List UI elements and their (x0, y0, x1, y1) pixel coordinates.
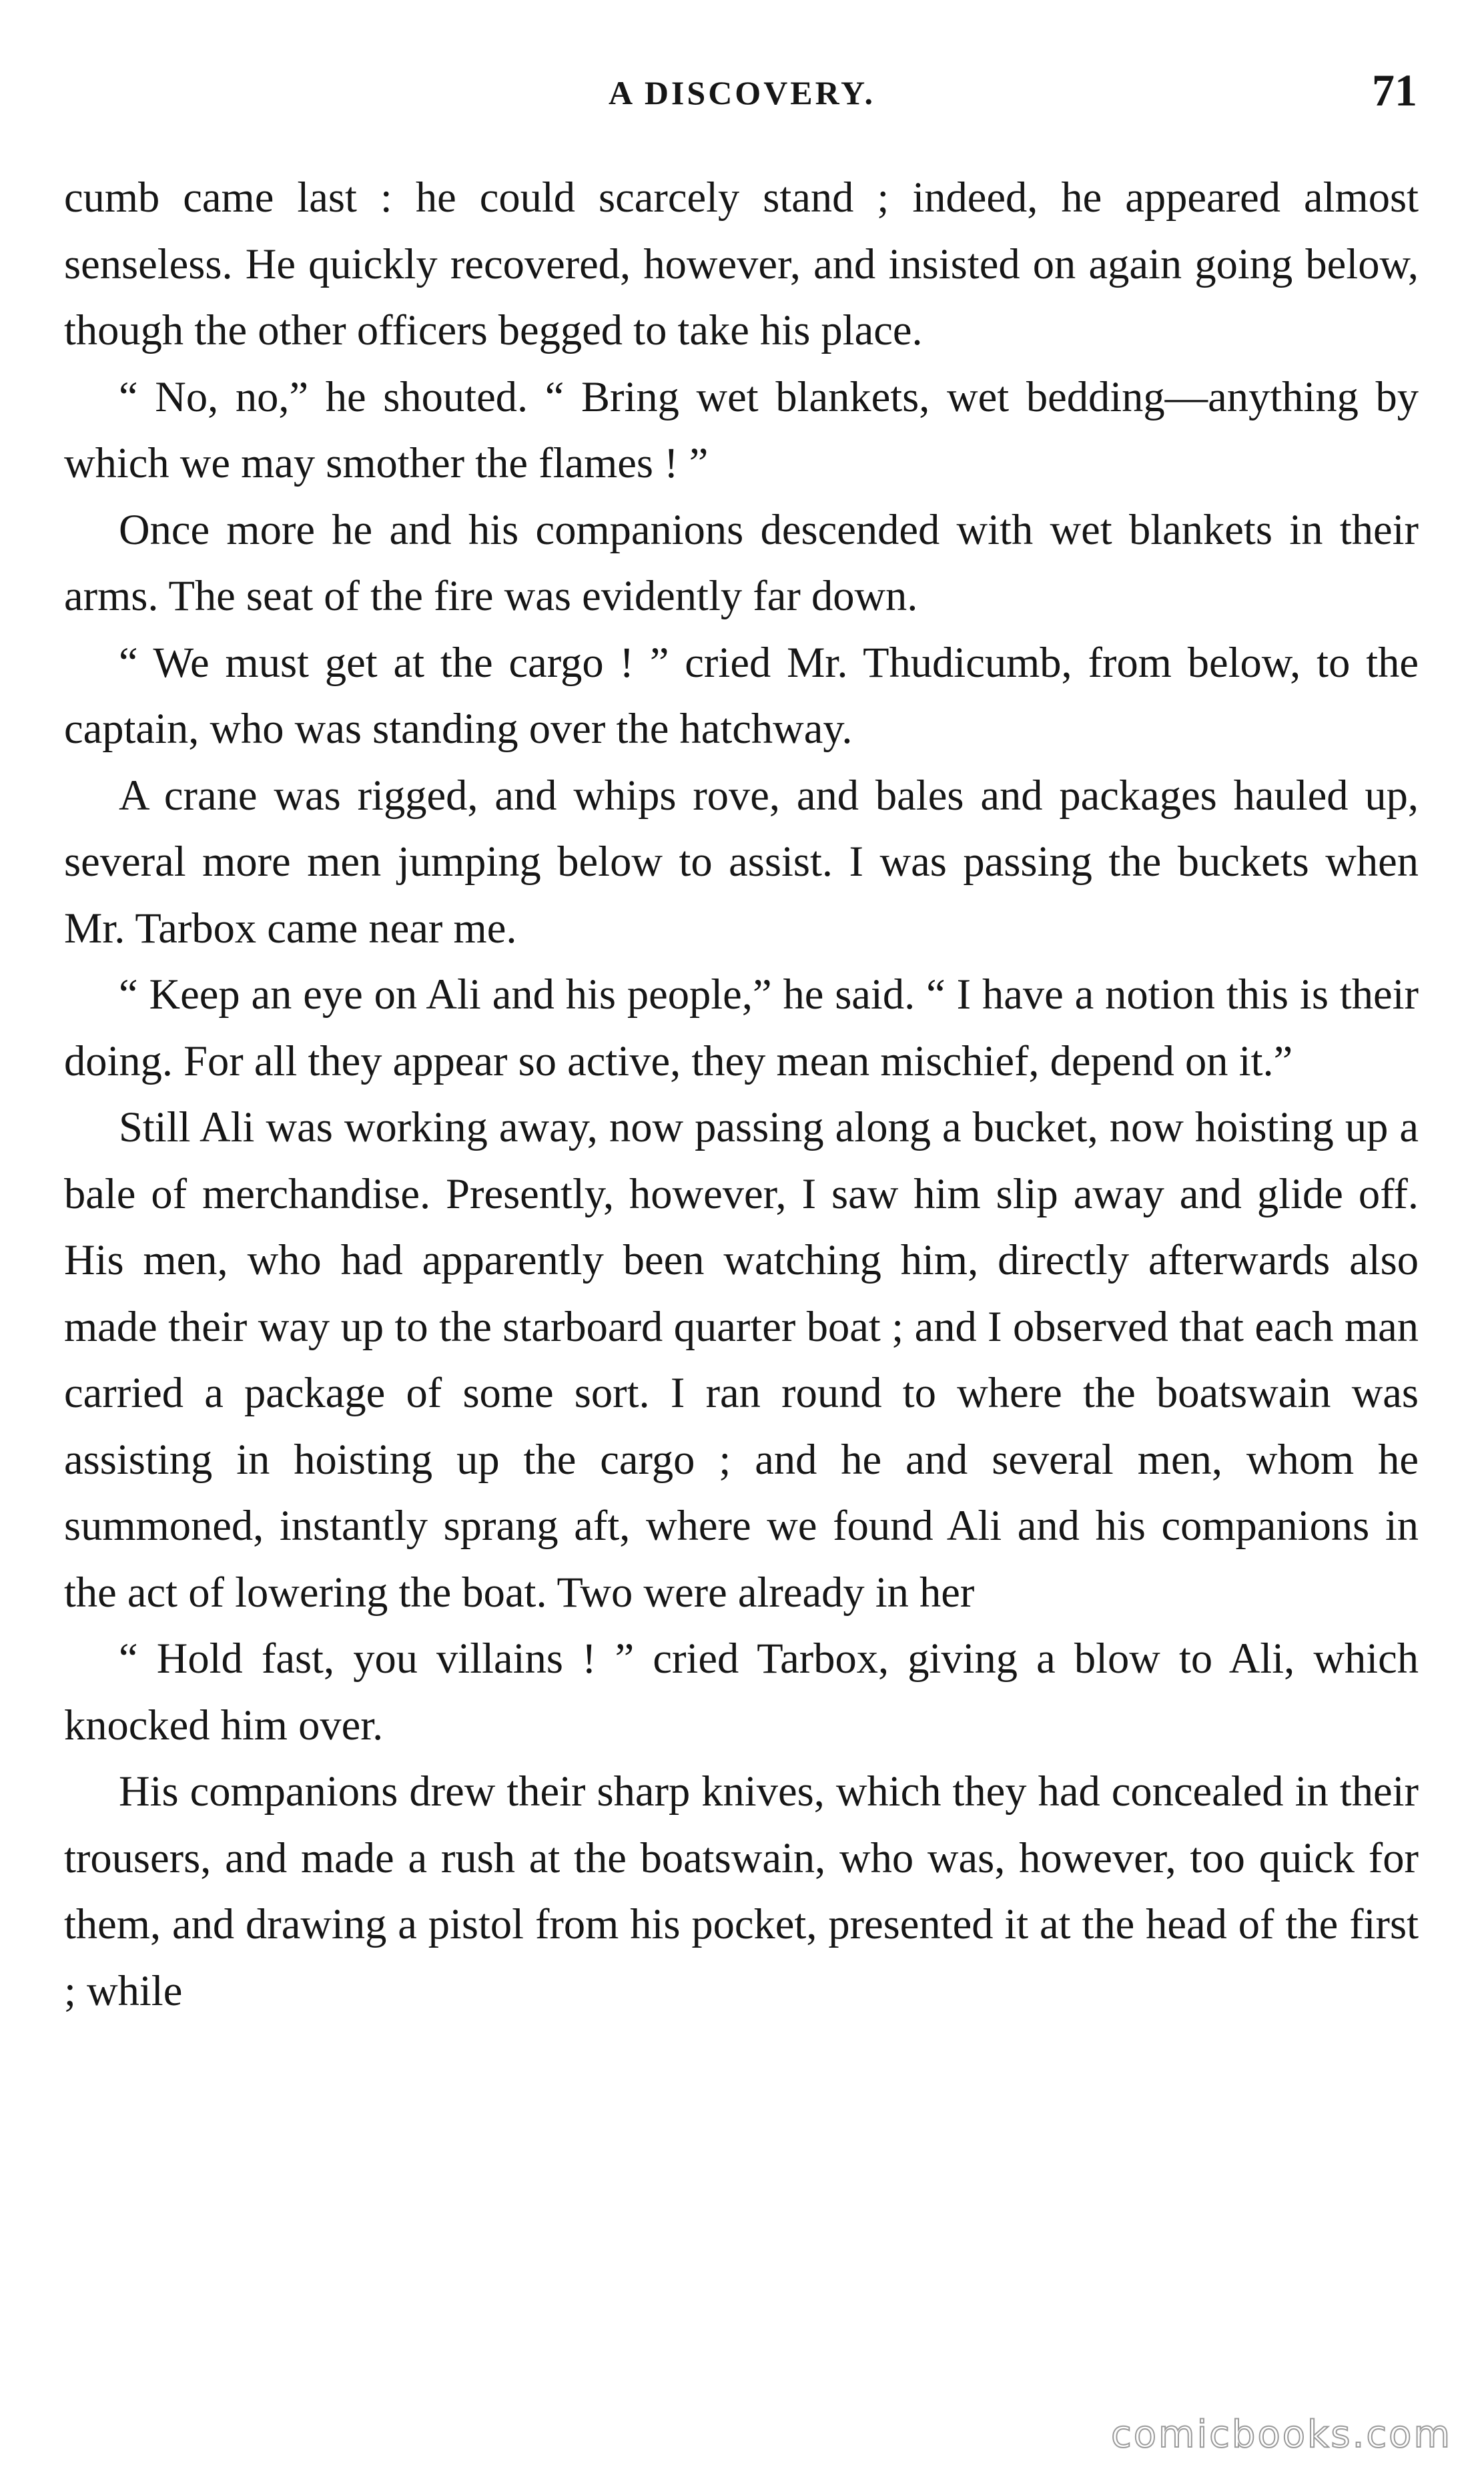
paragraph: A crane was rigged, and whips rove, and bales and packages hauled up, several more men jumping below to assist. I was passing the buckets when Mr. Tarbox came near me. (64, 771, 1419, 952)
paragraph: “ We must get at the cargo ! ” cried Mr. Thudicumb, from below, to the captain, who was standing over the hatchway. (64, 638, 1419, 752)
body-text (64, 164, 1419, 2024)
watermark: comicbooks.com (1110, 2413, 1452, 2456)
paragraph: His companions drew their sharp knives, which they had concealed in their trousers, and made a rush at the boatswain, who was, however, too quick for them, and drawing a pistol from his pocket, presented it at the head of the first ; while (64, 1767, 1419, 2014)
paragraph: “ Keep an eye on Ali and his people,” he said. “ I have a notion this is their doing. For all they appear so active, they mean mischief, depend on it.” (64, 971, 1419, 1085)
paragraph: “ Hold fast, you villains ! ” cried Tarbox, giving a blow to Ali, which knocked him over. (64, 1635, 1419, 1749)
paragraph: Still Ali was working away, now passing along a bucket, now hoisting up a bale of merchandise. Presently, however, I saw him slip away and glide off. His men, who had apparently been watching him, directly afterwards also made their way up to the starboard quarter boat ; and I observed that each man carried a package of some sort. I ran round to where the boatswain was assisting in hoisting up the cargo ; and he and several men, whom he summoned, instantly sprang aft, where we found Ali and his companions in the act of lowering the boat. Two were already in her (64, 1103, 1419, 1616)
chapter-title: A DISCOVERY. (608, 74, 876, 111)
paragraph: cumb came last : he could scarcely stand ; indeed, he appeared almost senseless. He quickly recovered, however, and insisted on again going below, though the other officers begged to take his place. (64, 174, 1419, 354)
paragraph: “ No, no,” he shouted. “ Bring wet blankets, wet bedding—anything by which we may smother the flames ! ” (64, 372, 1419, 487)
running-head (67, 64, 1417, 124)
paragraph: Once more he and his companions descended with wet blankets in their arms. The seat of the fire was evidently far down. (64, 505, 1419, 619)
page-number: 71 (1372, 65, 1417, 115)
